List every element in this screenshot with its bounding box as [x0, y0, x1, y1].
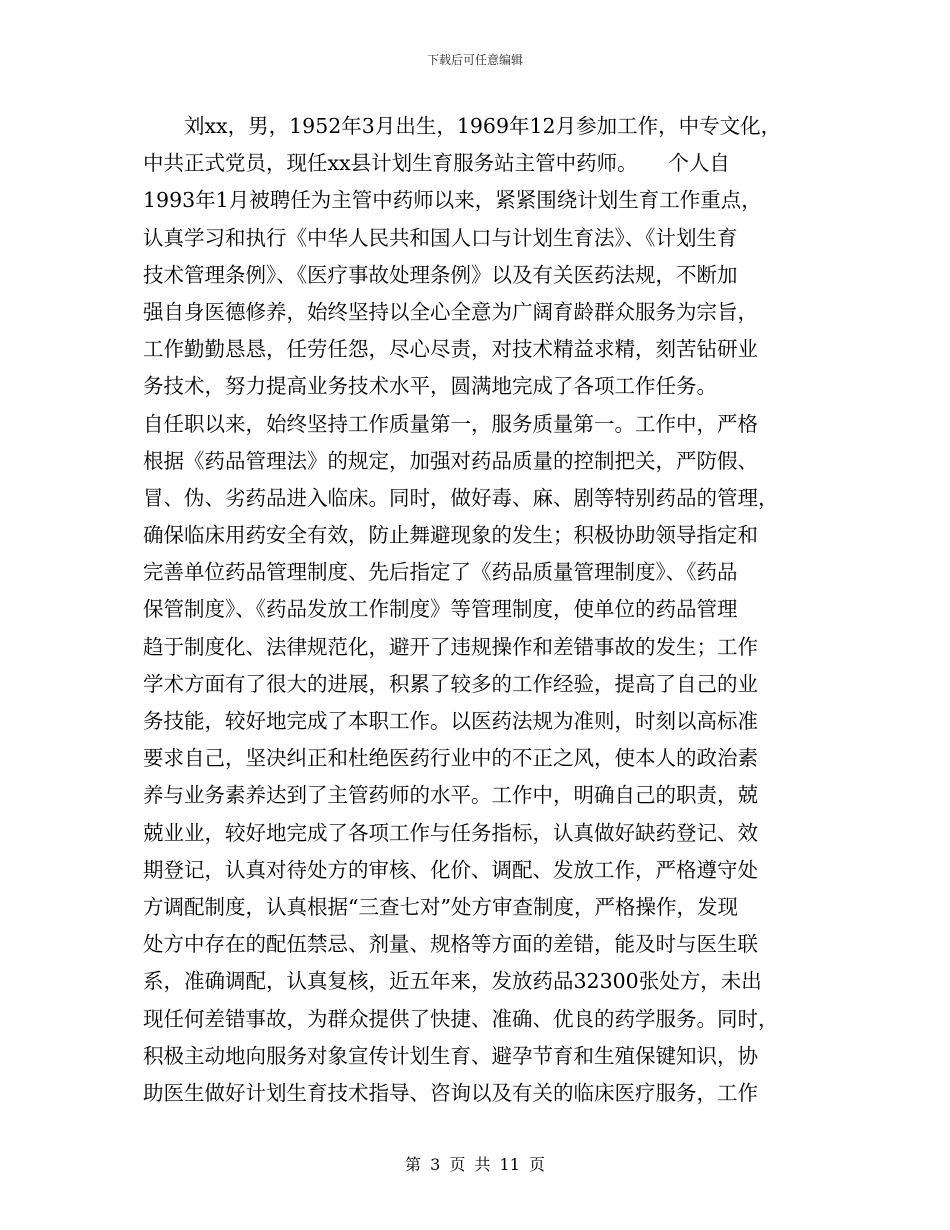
- text-line: 刘xx，男，1952年3月出生，1969年12月参加工作，中专文化，: [143, 114, 782, 138]
- text-line: 根据《药品管理法》的规定，加强对药品质量的控制把关，严防假、: [143, 448, 758, 473]
- text-line: 1993年1月被聘任为主管中药师以来，紧紧围绕计划生育工作重点，: [143, 188, 762, 213]
- text-line: 确保临床用药安全有效，防止舞避现象的发生；积极协助领导指定和: [143, 523, 758, 548]
- text-line: 学术方面有了很大的进展，积累了较多的工作经验，提高了自己的业: [143, 671, 758, 696]
- text-line: 积极主动地向服务对象宣传计划生育、避孕节育和生殖保键知识，协: [143, 1043, 758, 1068]
- text-line: 技术管理条例》、《医疗事故处理条例》以及有关医药法规，不断加: [143, 262, 738, 287]
- text-line: 处方中存在的配伍禁忌、剂量、规格等方面的差错，能及时与医生联: [143, 932, 758, 957]
- text-line: 保管制度》、《药品发放工作制度》等管理制度，使单位的药品管理: [143, 597, 738, 622]
- text-line: 期登记，认真对待处方的审核、化价、调配、发放工作，严格遵守处: [143, 857, 758, 882]
- text-line: 务技术，努力提高业务技术水平，圆满地完成了各项工作任务。: [143, 374, 717, 399]
- text-line: 现任何差错事故，为群众提供了快捷、准确、优良的药学服务。同时，: [143, 1006, 779, 1031]
- page-footer: 第 3 页 共 11 页: [405, 1155, 545, 1174]
- document-body: [143, 108, 823, 1112]
- text-line: 自任职以来，始终坚持工作质量第一，服务质量第一。工作中，严格: [143, 411, 758, 436]
- text-line: 养与业务素养达到了主管药师的水平。工作中，明确自己的职责，兢: [143, 783, 758, 808]
- text-line: 趋于制度化、法律规范化，避开了违规操作和差错事故的发生；工作: [143, 634, 758, 659]
- text-line: 系，准确调配，认真复核，近五年来，发放药品32300张处方，未出: [143, 969, 762, 994]
- text-line: 冒、伪、劣药品进入临床。同时，做好毒、麻、剧等特别药品的管理，: [143, 485, 779, 510]
- text-line: 中共正式党员，现任xx县计划生育服务站主管中药师。 个人自: [143, 151, 730, 176]
- text-line: 务技能，较好地完成了本职工作。以医药法规为准则，时刻以高标准: [143, 709, 758, 733]
- text-line: 工作勤勤恳恳，任劳任怨，尽心尽责，对技术精益求精，刻苦钻研业: [143, 337, 758, 362]
- text-line: 方调配制度，认真根据“三查七对”处方审查制度，严格操作，发现: [143, 894, 738, 919]
- text-line: 兢业业，较好地完成了各项工作与任务指标，认真做好缺药登记、效: [143, 820, 758, 845]
- text-line: 强自身医德修养，始终坚持以全心全意为广阔育龄群众服务为宗旨，: [143, 299, 758, 324]
- text-line: 要求自己，坚决纠正和杜绝医药行业中的不正之风，使本人的政治素: [143, 746, 758, 771]
- page-header: 下载后可任意编辑: [426, 53, 523, 67]
- text-line: 完善单位药品管理制度、先后指定了《药品质量管理制度》、《药品: [143, 560, 738, 585]
- text-line: 认真学习和执行《中华人民共和国人口与计划生育法》、《计划生育: [143, 225, 738, 250]
- text-line: 助医生做好计划生育技术指导、咨询以及有关的临床医疗服务，工作: [143, 1080, 758, 1105]
